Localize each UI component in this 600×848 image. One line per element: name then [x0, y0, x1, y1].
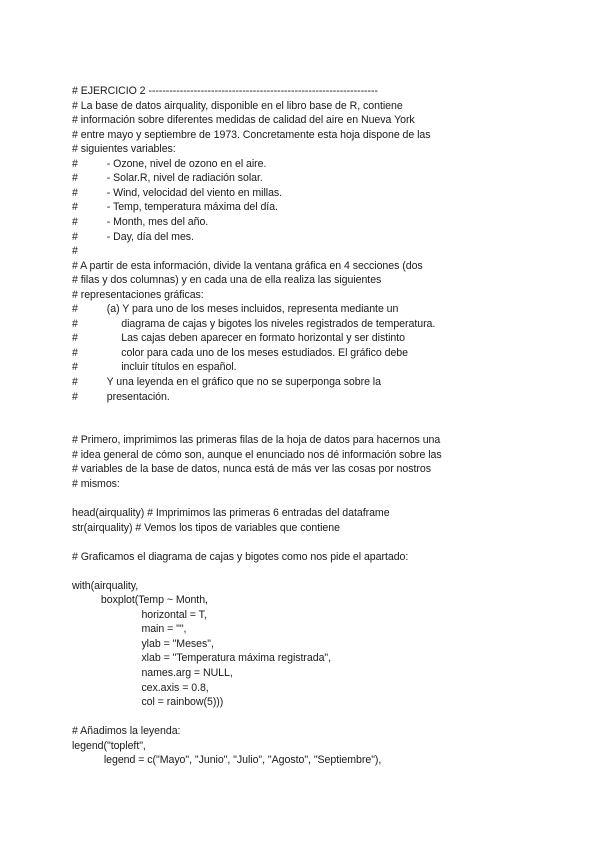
code-line: col = rainbow(5))) — [72, 696, 224, 709]
comment-line: # Primero, imprimimos las primeras filas de la hoja de datos para hacernos una — [72, 434, 441, 447]
code-line: boxplot(Temp ~ Month, — [72, 594, 208, 607]
comment-line: # entre mayo y septiembre de 1973. Concretamente esta hoja dispone de las — [72, 128, 431, 141]
comment-line: # - Solar.R, nivel de radiación solar. — [72, 172, 263, 185]
comment-line: # — [72, 245, 78, 258]
code-line: names.arg = NULL, — [72, 667, 233, 679]
comment-line: # La base de datos airquality, disponible en el libro base de R, contiene — [72, 99, 403, 112]
comment-line: # siguientes variables: — [72, 143, 176, 156]
comment-line: # idea general de cómo son, aunque el enunciado nos dé información sobre las — [72, 448, 442, 461]
code-line: xlab = "Temperatura máxima registrada", — [72, 652, 332, 665]
comment-line: # presentación. — [72, 390, 170, 403]
comment-line: # Y una leyenda en el gráfico que no se superponga sobre la — [72, 376, 381, 388]
code-line: main = "", — [72, 623, 187, 636]
comment-line: # EJERCICIO 2 ------------------------------------------------------------------ — [72, 85, 378, 97]
comment-line: # (a) Y para uno de los meses incluidos, representa mediante un — [72, 303, 399, 316]
comment-line: # color para cada uno de los meses estudiados. El gráfico debe — [72, 346, 408, 359]
comment-line: # diagrama de cajas y bigotes los niveles registrados de temperatura. — [72, 317, 436, 330]
code-line: ylab = "Meses", — [72, 637, 214, 650]
comment-line: # - Day, día del mes. — [72, 230, 194, 243]
comment-line: # información sobre diferentes medidas de calidad del aire en Nueva York — [72, 114, 415, 127]
comment-line: # mismos: — [72, 477, 120, 490]
code-line: legend("topleft", — [72, 739, 146, 752]
comment-line: # Las cajas deben aparecer en formato horizontal y ser distinto — [72, 332, 405, 345]
comment-line: # - Month, mes del año. — [72, 215, 209, 228]
comment-line: # A partir de esta información, divide la ventana gráfica en 4 secciones (dos — [72, 259, 423, 272]
code-line: with(airquality, — [72, 579, 139, 592]
code-line: str(airquality) # Vemos los tipos de variables que contiene — [72, 521, 340, 534]
comment-line: # Graficamos el diagrama de cajas y bigotes como nos pide el apartado: — [72, 550, 409, 563]
comment-line: # - Temp, temperatura máxima del día. — [72, 201, 278, 214]
code-line: head(airquality) # Imprimimos las primeras 6 entradas del dataframe — [72, 506, 390, 519]
code-line: legend = c("Mayo", "Junio", "Julio", "Agosto", "Septiembre"), — [72, 754, 382, 767]
comment-line: # representaciones gráficas: — [72, 288, 204, 301]
code-line: horizontal = T, — [72, 608, 207, 621]
code-line: cex.axis = 0.8, — [72, 681, 209, 694]
comment-line: # Añadimos la leyenda: — [72, 725, 181, 738]
comment-line: # - Ozone, nivel de ozono en el aire. — [72, 157, 267, 170]
comment-line: # variables de la base de datos, nunca está de más ver las cosas por nostros — [72, 463, 431, 476]
comment-line: # - Wind, velocidad del viento en millas. — [72, 186, 283, 199]
comment-line: # incluir títulos en español. — [72, 361, 237, 374]
comment-line: # filas y dos columnas) y en cada una de ella realiza las siguientes — [72, 274, 382, 287]
